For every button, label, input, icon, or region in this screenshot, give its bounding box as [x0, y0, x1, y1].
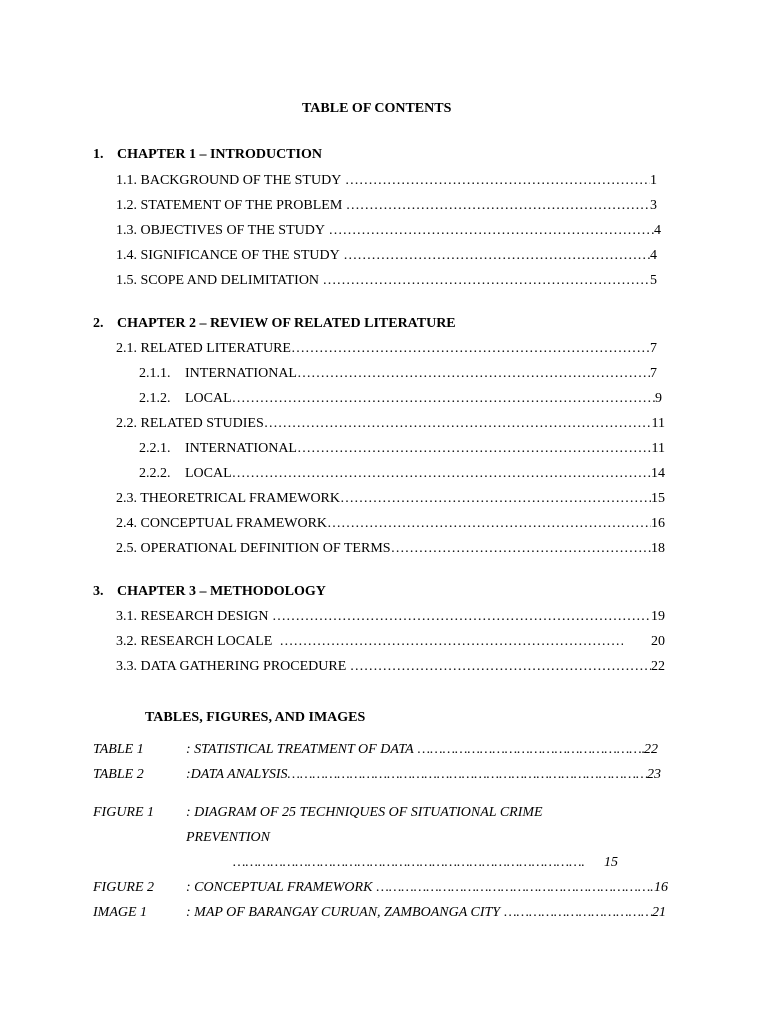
toc-entry[interactable]: 2.3. THEORETRICAL FRAMEWORK …………………………………………………………………………………………………………………………………………………………………… 15: [116, 491, 665, 507]
chapter-1-heading: 1. CHAPTER 1 – INTRODUCTION: [93, 147, 322, 162]
leader-dots: [376, 880, 654, 896]
page-number: 14: [651, 466, 665, 481]
page-number: 5: [650, 273, 657, 288]
list-item-figure-2[interactable]: FIGURE 2 : CONCEPTUAL FRAMEWORK …………………………………………………………………………………………………………………………………………………………………… 16: [93, 880, 668, 896]
leader-dots: [323, 273, 650, 289]
toc-entry[interactable]: 3.1. RESEARCH DESIGN …………………………………………………………………………………………………………………………………………………………………… 19: [116, 609, 665, 625]
page-number: 20: [651, 634, 665, 649]
page-number: 7: [650, 366, 657, 381]
leader-dots: [328, 223, 654, 239]
page-number: 11: [651, 441, 665, 456]
leader-dots: [272, 609, 651, 625]
toc-entry[interactable]: 2.4. CONCEPTUAL FRAMEWORK …………………………………………………………………………………………………………………………………………………………………… 16: [116, 516, 665, 532]
leader-dots: [297, 441, 652, 457]
leader-dots: [504, 905, 652, 921]
leader-dots: [291, 341, 650, 357]
page-number: 11: [651, 416, 665, 431]
tables-figures-heading: TABLES, FIGURES, AND IMAGES: [145, 710, 366, 725]
leader-dots: [345, 173, 650, 189]
leader-dots: [391, 541, 651, 557]
chapter-2-heading: 2. CHAPTER 2 – REVIEW OF RELATED LITERATURE: [93, 316, 456, 331]
page-number: 16: [654, 880, 668, 895]
toc-subentry[interactable]: 2.2.1. INTERNATIONAL …………………………………………………………………………………………………………………………………………………………………… 11: [139, 441, 665, 457]
page-number: 18: [651, 541, 665, 556]
page-number: 9: [655, 391, 662, 406]
chapter-3-heading: 3. CHAPTER 3 – METHODOLOGY: [93, 584, 326, 599]
figure-1-page-line: [233, 855, 618, 871]
leader-dots: [288, 767, 648, 783]
leader-dots: [346, 198, 650, 214]
leader-dots: [232, 391, 655, 407]
page-number: 15: [651, 491, 665, 506]
toc-entry[interactable]: 1.4. SIGNIFICANCE OF THE STUDY …………………………………………………………………………………………………………………………………………………………………… 4: [116, 248, 657, 264]
page-number: 7: [650, 341, 657, 356]
leader-dots: [350, 659, 651, 675]
toc-entry[interactable]: 2.5. OPERATIONAL DEFINITION OF TERMS …………………………………………………………………………………………………………………………………………………………………… 18: [116, 541, 665, 557]
list-item-image-1[interactable]: IMAGE 1 : MAP OF BARANGAY CURUAN, ZAMBOANGA CITY …………………………………………………………………………………………………………………………………………………………………… 21: [93, 905, 666, 921]
page-number: 19: [651, 609, 665, 624]
leader-dots: [327, 516, 651, 532]
toc-subentry[interactable]: 2.1.2. LOCAL …………………………………………………………………………………………………………………………………………………………………… 9: [139, 391, 662, 407]
toc-entry[interactable]: 3.2. RESEARCH LOCALE …………………………………………………………………………………………………………………………………………………………………… 20: [116, 634, 665, 650]
page-number: 3: [650, 198, 657, 213]
leader-dots: [264, 416, 652, 432]
page-number: 4: [650, 248, 657, 263]
toc-entry[interactable]: 2.2. RELATED STUDIES …………………………………………………………………………………………………………………………………………………………………… 11: [116, 416, 665, 432]
leader-dots: [232, 466, 651, 482]
page-number: 15: [604, 855, 618, 870]
toc-entry[interactable]: 2.1. RELATED LITERATURE …………………………………………………………………………………………………………………………………………………………………… 7: [116, 341, 657, 357]
toc-entry[interactable]: 1.3. OBJECTIVES OF THE STUDY …………………………………………………………………………………………………………………………………………………………………… 4: [116, 223, 661, 239]
page-title: TABLE OF CONTENTS: [302, 101, 452, 116]
list-item-table-1[interactable]: TABLE 1 : STATISTICAL TREATMENT OF DATA …………………………………………………………………………………………………………………………………………………………………… 22: [93, 742, 658, 758]
figure-1-continuation: PREVENTION: [186, 830, 270, 845]
page-number: 23: [647, 767, 661, 782]
toc-entry[interactable]: 1.2. STATEMENT OF THE PROBLEM …………………………………………………………………………………………………………………………………………………………………… 3: [116, 198, 657, 214]
page-number: 16: [651, 516, 665, 531]
page-number: 22: [644, 742, 658, 757]
page-number: 1: [650, 173, 657, 188]
leader-dots: [297, 366, 650, 382]
leader-dots: [343, 248, 650, 264]
toc-entry[interactable]: 3.3. DATA GATHERING PROCEDURE …………………………………………………………………………………………………………………………………………………………………… 22: [116, 659, 665, 675]
toc-subentry[interactable]: 2.2.2. LOCAL …………………………………………………………………………………………………………………………………………………………………… 14: [139, 466, 665, 482]
page-number: 22: [651, 659, 665, 674]
leader-dots: [279, 634, 623, 650]
toc-subentry[interactable]: 2.1.1. INTERNATIONAL …………………………………………………………………………………………………………………………………………………………………… 7: [139, 366, 657, 382]
page-number: 4: [654, 223, 661, 238]
list-item-figure-1[interactable]: FIGURE 1 : DIAGRAM OF 25 TECHNIQUES OF SITUATIONAL CRIME: [93, 805, 543, 820]
list-item-table-2[interactable]: TABLE 2 :DATA ANALYSIS …………………………………………………………………………………………………………………………………………………………………… 23: [93, 767, 661, 783]
page-number: 21: [652, 905, 666, 920]
leader-dots: [340, 491, 651, 507]
leader-dots: [418, 742, 644, 758]
leader-dots: [233, 855, 586, 871]
toc-entry[interactable]: 1.1. BACKGROUND OF THE STUDY …………………………………………………………………………………………………………………………………………………………………… 1: [116, 173, 657, 189]
toc-entry[interactable]: 1.5. SCOPE AND DELIMITATION …………………………………………………………………………………………………………………………………………………………………… 5: [116, 273, 657, 289]
